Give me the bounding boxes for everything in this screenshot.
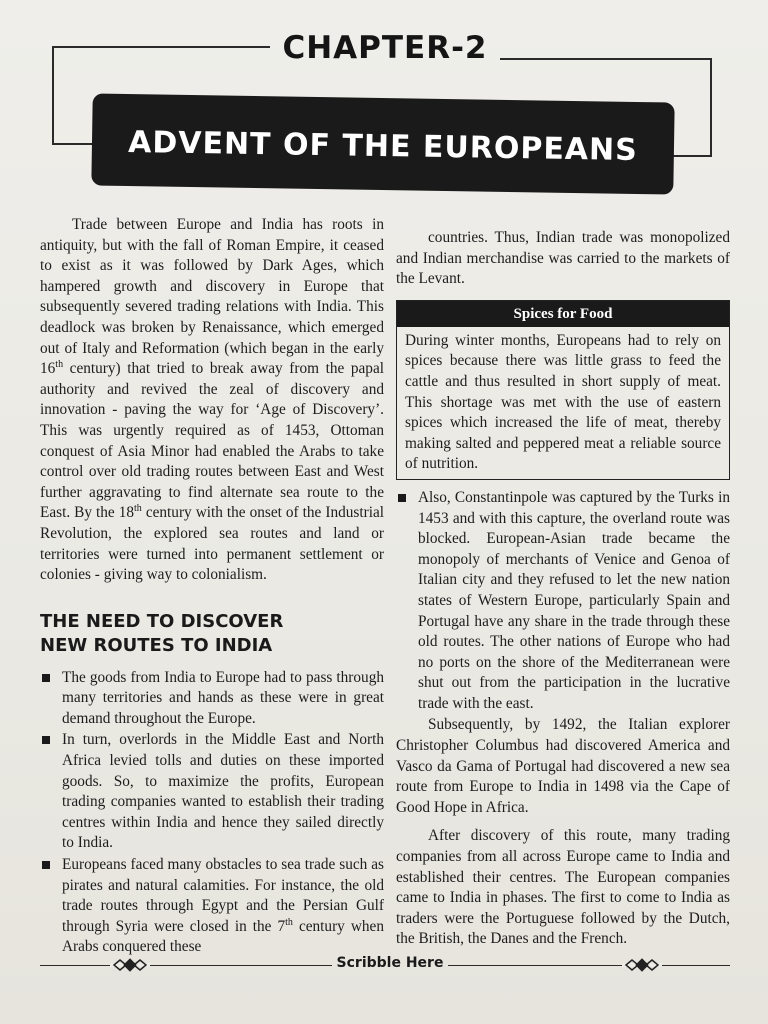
section-heading-line: THE NEED TO DISCOVER (40, 610, 284, 632)
list-item (40, 730, 384, 854)
square-bullet-icon (398, 494, 406, 502)
chapter-label: CHAPTER-2 (282, 30, 488, 66)
superscript: th (55, 359, 64, 371)
list-item (396, 488, 730, 715)
diamond-ornament-icon (110, 955, 150, 975)
list-item (40, 668, 384, 730)
bullet-text: The goods from India to Europe had to pass through many territories and hands as these were in great demand throughout the Europe. (62, 668, 384, 727)
header-frame-line (52, 143, 94, 145)
bullet-list (396, 488, 730, 715)
square-bullet-icon (42, 736, 50, 744)
intro-text: century) that tried to break away from the papal authority and revived the zeal of discovery and innovation - paving the way for ‘Age of Discovery’. This was urgently required as of 1453, Ottoman conquest of Asia Minor had enabled the Arabs to take control over old trading routes between East and West further aggravating to find alternate sea route to the East. By the 18 (40, 360, 384, 522)
header-frame-line (500, 58, 710, 60)
paragraph: Subsequently, by 1492, the Italian explorer Christopher Columbus had discovered America and Vasco da Gama of Portugal had discovered a new sea route from Europe to India in 1498 via the Cape of Good Hope in Africa. (396, 716, 730, 816)
paragraph-gap (396, 818, 730, 826)
intro-text: century with the onset of the Industrial Revolution, the explored sea routes and land or territories were turned into permanent settlement or colonies - giving way to colonialism. (40, 504, 384, 584)
square-bullet-icon (42, 674, 50, 682)
continuation-paragraph: countries. Thus, Indian trade was monopolized and Indian merchandise was carried to the markets of the Levant. (396, 229, 730, 288)
bullet-list (40, 668, 384, 958)
box-body: During winter months, Europeans had to rely on spices because there was little grass to feed the cattle and thus resulted in short supply of meat. This shortage was met with the use of eastern spices which increased the life of meat, thereby making salted and peppered meat a reliable source of nutrition. (405, 331, 721, 473)
superscript: th (134, 503, 142, 515)
bullet-text: In turn, overlords in the Middle East and North Africa levied tolls and duties on these imported goods. So, to maximize the profits, European trading companies wanted to establish their trading centres within India and hence they sailed directly to India. (62, 731, 384, 852)
chapter-title-banner (91, 93, 674, 194)
intro-paragraph (40, 215, 384, 586)
square-bullet-icon (42, 861, 50, 869)
header-frame-line (52, 46, 54, 144)
superscript: th (285, 916, 293, 928)
intro-text: Trade between Europe and India has roots in antiquity, but with the fall of Roman Empire, it ceased to exist as it was followed by Dark Ages, which hampered growth and discovery in Europe that subsequently severed trading relations with India. This deadlock was broken by Renaissance, which emerged out of Italy and Reformation (which began in the early 16 (40, 216, 384, 378)
paragraph: After discovery of this route, many trading companies from all across Europe came to India and established their centres. The European companies came to India in phases. The first to come to India as traders were the Portuguese followed by the Dutch, the British, the Danes and the French. (396, 827, 730, 948)
chapter-title: ADVENT OF THE EUROPEANS (127, 124, 639, 168)
box-title: Spices for Food (397, 301, 729, 327)
bullet-text: Europeans faced many obstacles to sea trade such as pirates and natural calamities. For instance, the old trade routes through Egypt and the Persian Gulf through Syria were closed in the 7 (62, 856, 384, 935)
header-frame-line (52, 46, 270, 48)
footer-label: Scribble Here (336, 955, 444, 971)
header-frame-line (672, 155, 712, 157)
header-frame-line (710, 58, 712, 156)
bullet-text: century when Arabs conquered these (62, 917, 384, 956)
footer-divider (448, 965, 730, 966)
bullet-text: Also, Constantinpole was captured by the Turks in 1453 and with this capture, the overland route was blocked. European-Asian trade became the monopoly of merchants of Venice and Genoa of Italian city and they refused to let the new nation states of Western Europe, particularly Spain and Portugal have any share in the trade through these old routes. The other nations of Europe who had no ports on the shore of the Mediterranean were shut out from the participation in the lucrative trade with the east. (418, 488, 730, 712)
list-item (40, 855, 384, 958)
spices-for-food-box (396, 300, 730, 480)
footer-divider (40, 965, 332, 966)
section-heading-line: NEW ROUTES TO INDIA (40, 634, 273, 656)
left-column (40, 215, 384, 959)
section-heading (40, 610, 384, 658)
diamond-ornament-icon (622, 955, 662, 975)
right-column (396, 228, 730, 950)
